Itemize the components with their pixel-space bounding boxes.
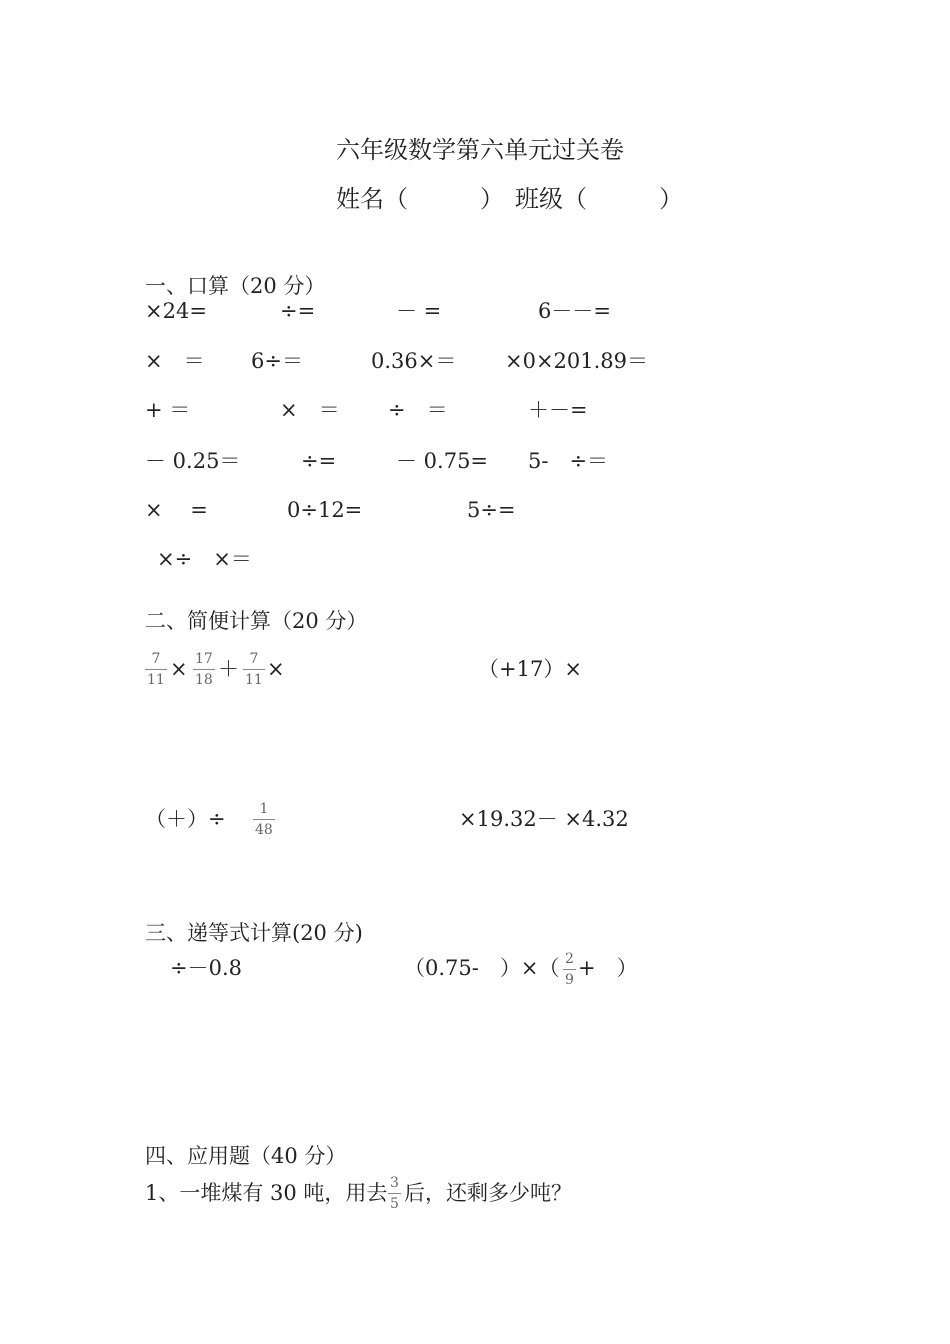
mental-calc-item: 6－－=	[538, 299, 611, 323]
class-field[interactable]: 班级（ ）	[515, 185, 683, 213]
mental-calc-item: × ＝	[280, 398, 340, 422]
fraction: 3 5	[390, 1175, 399, 1212]
operator: ＋	[218, 657, 239, 681]
section-3-heading: 三、递等式计算(20 分)	[145, 921, 363, 945]
fraction: 17 18	[195, 651, 213, 688]
word-problem-text: 后，还剩多少吨？	[404, 1181, 572, 1205]
operator: ×	[170, 657, 188, 681]
fraction: 7 11	[147, 651, 165, 688]
fraction: 7 11	[245, 651, 263, 688]
mental-calc-item: － 0.25＝	[145, 449, 241, 473]
mental-calc-item: ×÷ ×＝	[157, 547, 252, 571]
fraction: 2 9	[565, 951, 574, 988]
calc-problem: （＋）÷	[145, 807, 226, 831]
mental-calc-item: × ＝	[145, 349, 205, 373]
operator: ×	[267, 657, 285, 681]
student-name-field[interactable]: 姓名（ ）	[336, 185, 504, 213]
mental-calc-item: － =	[396, 299, 442, 323]
page-title: 六年级数学第六单元过关卷	[336, 136, 624, 164]
calc-problem: （+17）×	[478, 657, 582, 681]
mental-calc-item: ×0×201.89＝	[505, 349, 649, 373]
mental-calc-item: 5÷=	[467, 498, 516, 522]
mental-calc-item: + ＝	[145, 398, 191, 422]
mental-calc-item: × =	[145, 498, 208, 522]
section-2-heading: 二、简便计算（20 分）	[145, 609, 368, 633]
calc-problem: ×19.32－ ×4.32	[459, 807, 629, 831]
mental-calc-item: 5- ÷＝	[528, 449, 609, 473]
calc-problem: （0.75- ）×（	[404, 956, 560, 980]
mental-calc-item: ＋－=	[528, 398, 588, 422]
mental-calc-item: 0÷12=	[287, 498, 363, 522]
section-4-heading: 四、应用题（40 分）	[145, 1144, 347, 1168]
fraction: 1 48	[255, 801, 273, 838]
mental-calc-item: － 0.75=	[396, 449, 489, 473]
mental-calc-item: 6÷＝	[251, 349, 303, 373]
mental-calc-item: ÷=	[301, 449, 337, 473]
mental-calc-item: 0.36×＝	[371, 349, 457, 373]
calc-problem: + ）	[578, 956, 638, 980]
mental-calc-item: ÷=	[280, 299, 316, 323]
word-problem-text: 1、一堆煤有 30 吨，用去	[145, 1181, 388, 1205]
calc-problem: ÷－0.8	[170, 956, 242, 980]
mental-calc-item: ÷ ＝	[388, 398, 448, 422]
section-1-heading: 一、口算（20 分）	[145, 274, 326, 298]
mental-calc-item: ×24=	[145, 299, 207, 323]
